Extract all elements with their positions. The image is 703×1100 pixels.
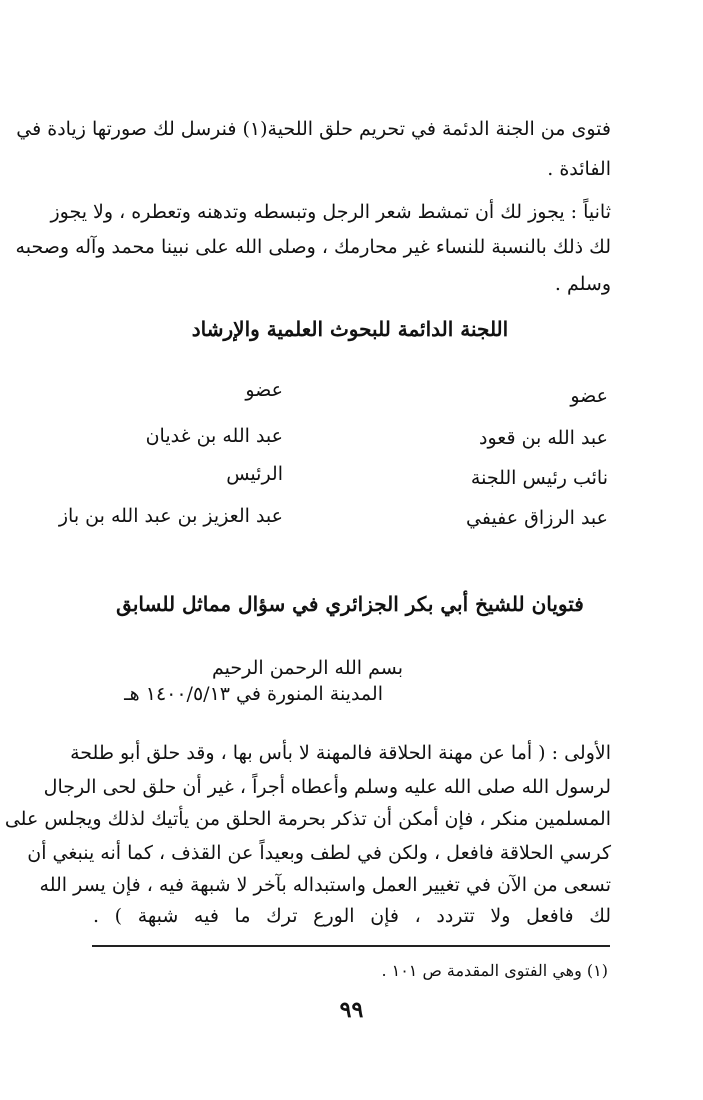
signature-left-role-2: الرئيس (226, 463, 283, 485)
second-fatwa-title: فتويان للشيخ أبي بكر الجزائري في سؤال مماثل للسابق (116, 592, 584, 616)
fatwa-line-6: لك فافعل ولا تتردد ، فإن الورع ترك ما فيه شبهة ) . (93, 905, 611, 927)
page-number: ٩٩ (339, 997, 364, 1023)
fatwa-line-2: لرسول الله صلى الله عليه وسلم وأعطاه أجراً ، غير أن حلق لحى الرجال (43, 776, 611, 798)
second-point-line-1: ثانياً : يجوز لك أن تمشط شعر الرجل وتبسطه وتدهنه وتعطره ، ولا يجوز (50, 201, 611, 223)
fatwa-line-1: الأولى : ( أما عن مهنة الحلاقة فالمهنة لا بأس بها ، وقد حلق أبو طلحة (70, 742, 611, 764)
basmala: بسم الله الرحمن الرحيم (212, 657, 403, 679)
fatwa-line-3: المسلمين منكر ، فإن أمكن أن تذكر بحرمة الحلق من يأتيك لذلك ويجلس على (4, 808, 611, 830)
signature-right-name-1: عبد الله بن قعود (479, 427, 608, 449)
second-point-line-2: لك ذلك بالنسبة للنساء غير محارمك ، وصلى الله على نبينا محمد وآله وصحبه (15, 236, 611, 258)
committee-title: اللجنة الدائمة للبحوث العلمية والإرشاد (191, 317, 509, 341)
signature-right-role-1: عضو (570, 385, 608, 407)
fatwa-line-4: كرسي الحلاقة فافعل ، ولكن في لطف وبعيداً عن القذف ، كما أنه ينبغي أن (27, 842, 611, 864)
intro-line-2: الفائدة . (547, 158, 611, 180)
signature-left-name-2: عبد العزيز بن عبد الله بن باز (58, 505, 283, 527)
second-point-line-3: وسلم . (554, 273, 611, 295)
fatwa-line-5: تسعى من الآن في تغيير العمل واستبداله بآخر لا شبهة فيه ، فإن يسر الله (39, 874, 611, 896)
intro-line-1: فتوى من الجنة الدئمة في تحريم حلق اللحية(١) فنرسل لك صورتها زيادة في (16, 118, 611, 140)
signature-right-name-2: عبد الرزاق عفيفي (466, 507, 608, 529)
signature-left-role-1: عضو (245, 379, 283, 401)
footnote-divider (92, 945, 610, 947)
signature-right-role-2: نائب رئيس اللجنة (470, 467, 608, 489)
signature-left-name-1: عبد الله بن غديان (145, 425, 283, 447)
place-date: المدينة المنورة في ١٤٠٠/٥/١٣ هـ (124, 683, 383, 705)
footnote: (١) وهي الفتوى المقدمة ص ١٠١ . (381, 961, 608, 980)
